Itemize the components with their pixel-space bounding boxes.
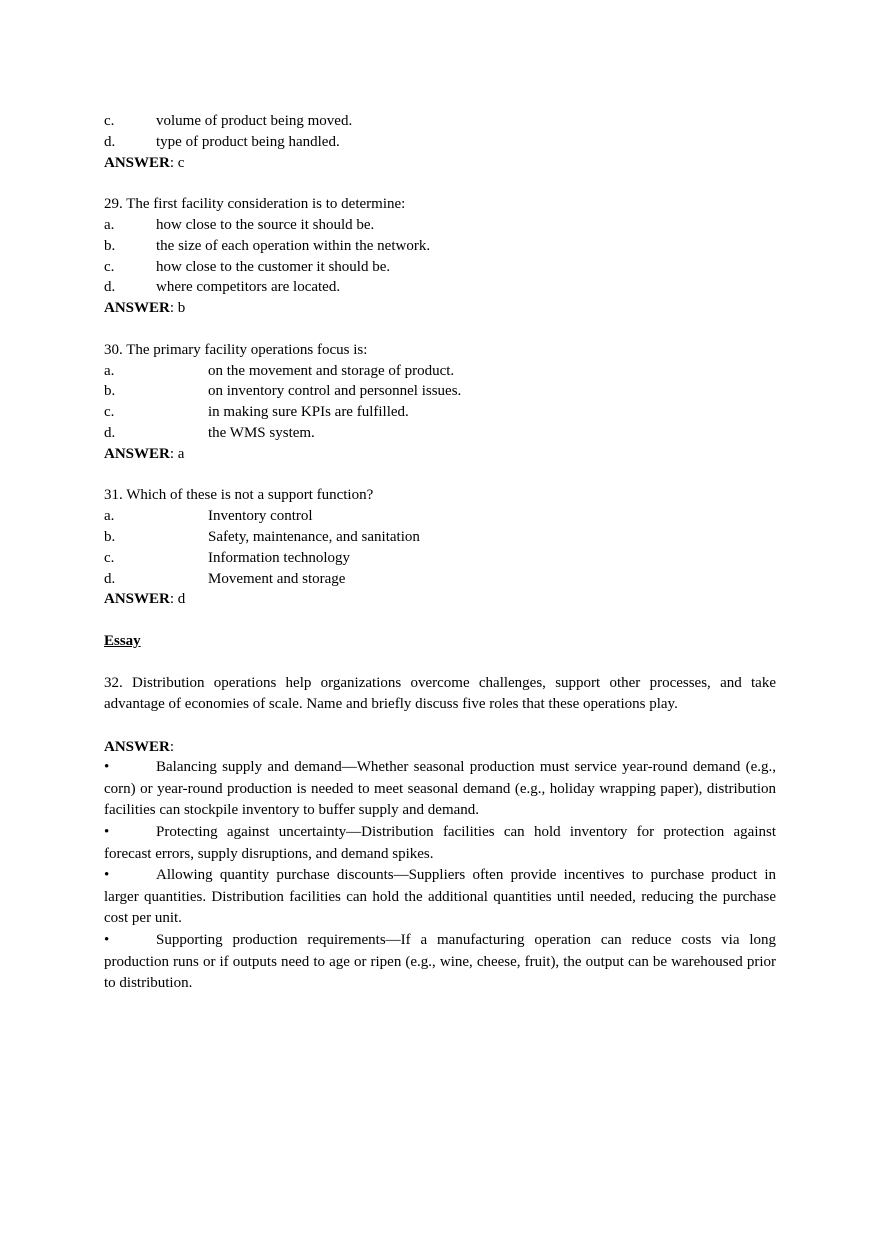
answer-value: : a — [169, 445, 185, 462]
option-d — [104, 277, 776, 298]
answer-label: ANSWER — [104, 154, 170, 171]
option-text: Information technology — [208, 549, 351, 566]
answer-line — [104, 298, 776, 319]
option-letter: c. — [104, 113, 115, 129]
option-text: how close to the customer it should be. — [156, 258, 391, 275]
answer-value: : c — [169, 154, 185, 171]
option-text: the WMS system. — [208, 424, 315, 441]
option-a — [104, 215, 776, 236]
answer-label: ANSWER — [104, 591, 170, 608]
option-b — [104, 236, 776, 257]
answer-colon: : — [169, 738, 175, 755]
option-text: Inventory control — [208, 508, 313, 525]
option-text: on inventory control and personnel issues. — [208, 383, 462, 400]
option-text: on the movement and storage of product. — [208, 362, 455, 379]
option-text: type of product being handled. — [156, 133, 340, 150]
answer-label: ANSWER — [104, 445, 170, 462]
option-letter: a. — [104, 362, 115, 379]
option-c — [104, 111, 776, 132]
option-text: volume of product being moved. — [156, 113, 353, 129]
option-letter: b. — [104, 528, 116, 545]
option-c — [104, 257, 776, 278]
answer-line — [104, 737, 776, 758]
option-text: the size of each operation within the network. — [156, 237, 431, 254]
bullet-item — [104, 757, 776, 822]
bullet-text: Balancing supply and demand—Whether seasonal production must service year-round demand (e.g., corn) or year-round production is needed to meet seasonal demand (e.g., holiday wrapping paper), distribution facilities can stockpile inventory to buffer supply and demand. — [104, 759, 776, 819]
question-32: 32. Distribution operations help organizations overcome challenges, support other processes, and take advantage of economies of scale. Name and briefly discuss five roles that these operations play. — [104, 674, 776, 713]
bullet-item — [104, 822, 776, 865]
bullet-text: Supporting production requirements—If a manufacturing operation can reduce costs via long production runs or if outputs need to age or ripen (e.g., wine, cheese, fruit), the output can be warehoused prior to distribution. — [104, 932, 776, 992]
option-letter: d. — [104, 279, 116, 296]
option-letter: c. — [104, 404, 115, 421]
option-letter: b. — [104, 383, 116, 400]
option-letter: d. — [104, 133, 116, 150]
option-d — [104, 423, 776, 444]
bullet-icon: • — [104, 867, 110, 884]
bullet-icon: • — [104, 824, 110, 841]
option-c — [104, 548, 776, 569]
option-letter: d. — [104, 570, 116, 587]
option-b — [104, 381, 776, 402]
option-c — [104, 402, 776, 423]
option-letter: c. — [104, 549, 115, 566]
bullet-text: Protecting against uncertainty—Distribution facilities can hold inventory for protection against forecast errors, supply disruptions, and demand spikes. — [104, 824, 776, 862]
option-letter: a. — [104, 508, 115, 525]
answer-line — [104, 589, 776, 610]
option-a — [104, 361, 776, 382]
option-d — [104, 132, 776, 153]
answer-line — [104, 153, 776, 174]
answer-label: ANSWER — [104, 738, 170, 755]
option-text: Movement and storage — [208, 570, 346, 587]
option-text: how close to the source it should be. — [156, 216, 375, 233]
essay-heading: Essay — [104, 632, 141, 649]
question-29: 29. The first facility consideration is to determine: — [104, 196, 406, 213]
bullet-icon: • — [104, 932, 110, 949]
answer-line — [104, 444, 776, 465]
document-page — [104, 111, 776, 995]
option-letter: c. — [104, 258, 115, 275]
essay-heading-line — [104, 631, 776, 652]
option-d — [104, 569, 776, 590]
bullet-icon: • — [104, 759, 110, 776]
question-31: 31. Which of these is not a support function? — [104, 487, 374, 504]
option-letter: d. — [104, 424, 116, 441]
answer-value: : d — [169, 591, 186, 608]
answer-label: ANSWER — [104, 300, 170, 317]
bullet-item — [104, 865, 776, 930]
bullet-item — [104, 930, 776, 995]
question-30: 30. The primary facility operations focus is: — [104, 341, 368, 358]
option-text: in making sure KPIs are fulfilled. — [208, 404, 409, 421]
option-text: where competitors are located. — [156, 279, 341, 296]
option-letter: b. — [104, 237, 116, 254]
option-letter: a. — [104, 216, 115, 233]
option-b — [104, 527, 776, 548]
option-text: Safety, maintenance, and sanitation — [208, 528, 420, 545]
option-a — [104, 506, 776, 527]
bullet-text: Allowing quantity purchase discounts—Suppliers often provide incentives to purchase product in larger quantities. Distribution facilities can hold the additional quantities until needed, reducing the purchase cost per unit. — [104, 867, 776, 927]
answer-value: : b — [169, 300, 186, 317]
